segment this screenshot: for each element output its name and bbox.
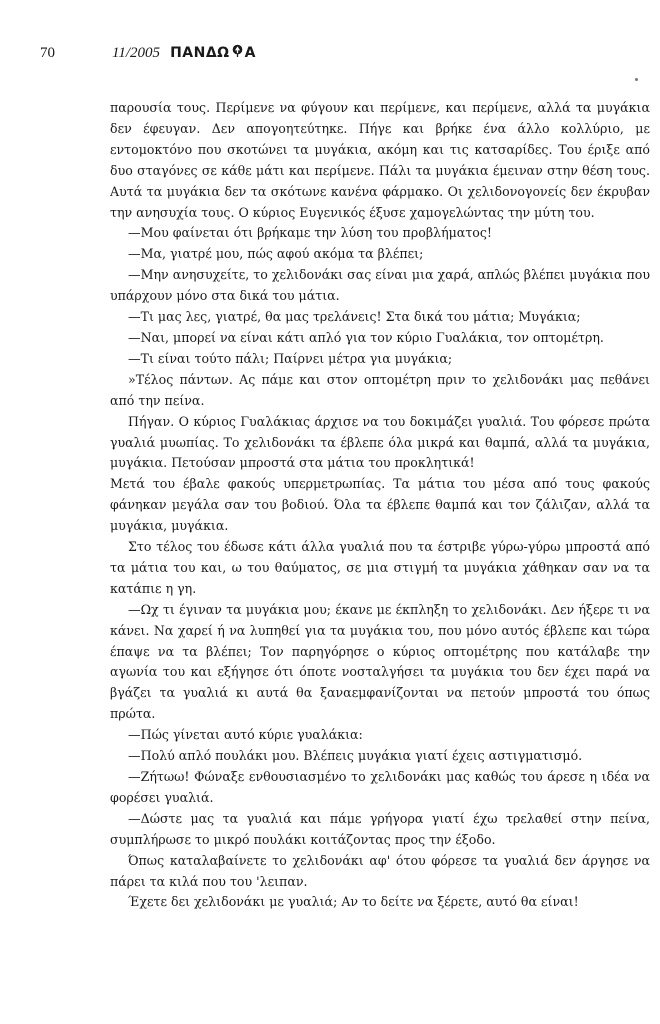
- paragraph: Πήγαν. Ο κύριος Γυαλάκιας άρχισε να του δοκιμάζει γυαλιά. Του φόρεσε πρώτα γυαλιά μυωπίας. Το χελιδονάκι τα έβλεπε όλα μικρά και θαμπά, αλλά τα μυγάκια, μυγάκια. Πετούσαν μπροστά στα μάτια του προκλητικά!: [110, 413, 650, 471]
- paragraph: —Ναι, μπορεί να είναι κάτι απλό για τον κύριο Γυαλάκια, τον οπτομέτρη.: [128, 329, 604, 345]
- tree-emblem-icon: [231, 44, 244, 57]
- paragraph: —Πολύ απλό πουλάκι μου. Βλέπεις μυγάκια γιατί έχεις αστιγματισμό.: [128, 748, 583, 764]
- magazine-logo: [170, 44, 256, 61]
- paragraph: —Μα, γιατρέ μου, πώς αφού ακόμα τα βλέπει;: [128, 246, 424, 262]
- paragraph: Μετά του έβαλε φακούς υπερμετρωπίας. Τα μάτια του μέσα από τους φακούς φάνηκαν μεγάλα σαν του βοδιού. Όλα τα έβλεπε θαμπά και τον ζάλιζαν, αλλά τα μυγάκια, μυγάκια.: [110, 476, 650, 534]
- paragraph: Έχετε δει χελιδονάκι με γυαλιά; Αν το δείτε να ξέρετε, αυτό θα είναι!: [128, 894, 579, 910]
- paragraph: Όπως καταλαβαίνετε το χελιδονάκι αφ' ότου φόρεσε τα γυαλιά δεν άργησε να πάρει τα κιλά που του 'λειπαν.: [110, 852, 650, 889]
- paragraph: —Μου φαίνεται ότι βρήκαμε την λύση του προβλήματος!: [128, 225, 492, 241]
- issue-date: 11/2005: [112, 45, 161, 61]
- logo-text-start: ΠΑΝΔΩ: [170, 45, 230, 61]
- paragraph: —Τι είναι τούτο πάλι; Παίρνει μέτρα για μυγάκια;: [128, 350, 453, 366]
- logo-text-end: Α: [244, 45, 256, 61]
- paragraph: —Πώς γίνεται αυτό κύριε γυαλάκια:: [128, 727, 363, 743]
- paragraph: —Μην ανησυχείτε, το χελιδονάκι σας είναι μια χαρά, απλώς βλέπει μυγάκια που υπάρχουν μόνο στα δικά του μάτια.: [110, 267, 650, 304]
- paragraph: Στο τέλος του έδωσε κάτι άλλα γυαλιά που τα έστριβε γύρω-γύρω μπροστά από τα μάτια του και, ω του θαύματος, σε μια στιγμή τα μυγάκια χάθηκαν σαν να τα κατάπιε η γη.: [110, 539, 650, 596]
- paragraph: —Δώστε μας τα γυαλιά και πάμε γρήγορα γιατί έχω τρελαθεί στην πείνα, συμπλήρωσε το μικρό πουλάκι κοιτάζοντας προς την έξοδο.: [110, 810, 650, 847]
- article-body: [110, 98, 650, 913]
- page-speck: [635, 78, 638, 81]
- running-header: [40, 44, 630, 68]
- page-number: 70: [40, 45, 55, 61]
- paragraph: —Ωχ τι έγιναν τα μυγάκια μου; έκανε με έκπληξη το χελιδονάκι. Δεν ήξερε τι να κάνει. Να χαρεί ή να λυπηθεί για τα μυγάκια του, που μόνο αυτός έβλεπε και τώρα έπαψε να τα βλέπει; Τον παρηγόρησε ο κύριος οπτομέτρης που κατάλαβε την αγωνία του και εξήγησε ότι όποτε νοσταλγήσει τα μυγάκια του δεν έχει παρά να βγάζει τα γυαλιά κι αυτά θα ξαναεμφανίζονται να πετούν μπροστά του όπως πρώτα.: [110, 601, 650, 722]
- paragraph: »Τέλος πάντων. Ας πάμε και στον οπτομέτρη πριν το χελιδονάκι μας πεθάνει από την πείνα.: [110, 371, 650, 408]
- paragraph: —Τι μας λες, γιατρέ, θα μας τρελάνεις! Στα δικά του μάτια; Μυγάκια;: [128, 309, 581, 325]
- paragraph: παρουσία τους. Περίμενε να φύγουν και περίμενε, και περίμενε, αλλά τα μυγάκια δεν έφευγαν. Δεν απογοητεύτηκε. Πήγε και βρήκε ένα άλλο κολλύριο, με εντομοκτόνο που σκοτώνει τα μυγάκια, ακόμη και τις κατσαρίδες. Του έριξε από δυο σταγόνες σε κάθε μάτι και περίμενε. Πάλι τα μυγάκια έμειναν στην θέση τους. Αυτά τα μυγάκια δεν τα σκότωνε κανένα φάρμακο. Οι χελιδονογονείς δεν έκρυβαν την ανησυχία τους. Ο κύριος Ευγενικός έξυσε χαμογελώντας την μύτη του.: [110, 100, 650, 220]
- paragraph: —Ζήτωω! Φώναξε ενθουσιασμένο το χελιδονάκι μας καθώς του άρεσε η ιδέα να φορέσει γυαλιά.: [110, 769, 650, 805]
